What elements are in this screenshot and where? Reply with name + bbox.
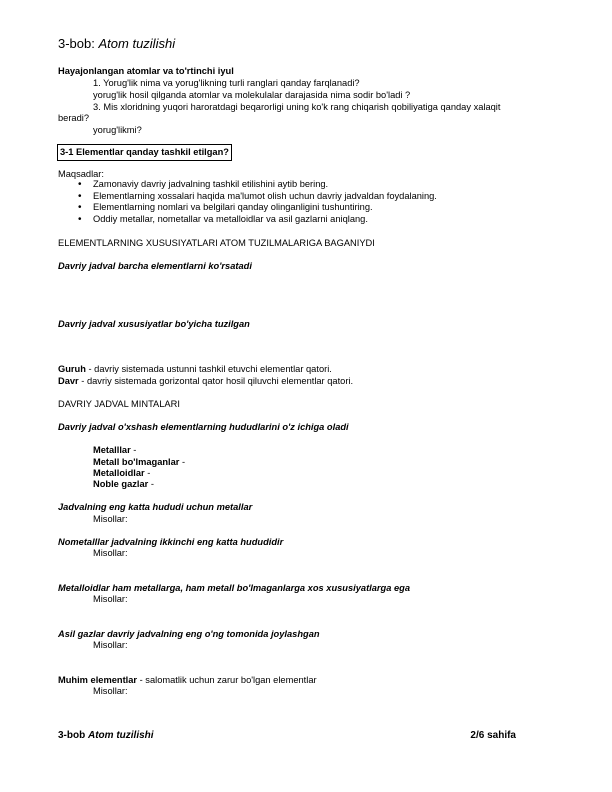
periodic-table-shows: Davriy jadval barcha elementlarni ko'rsatadi — [58, 261, 252, 271]
warmup-question-3: 3. Mis xloridning yuqori haroratdagi beqarorligi uning ko'k rang chiqarish qobiliyatiga qanday xalaqit — [93, 102, 501, 112]
nonmetals-heading: Nometalllar jadvalning ikkinchi eng katta hududidir — [58, 537, 284, 547]
objective-item: • Elementlarning nomlari va belgilari qanday olinganligini tushuntiring. — [58, 202, 437, 214]
header-title: Atom tuzilishi — [98, 36, 176, 51]
regions-heading: Davriy jadval o'xshash elementlarning hududlarini o'z ichiga oladi — [58, 422, 349, 432]
period-term: Davr — [58, 376, 79, 386]
category-dash: - — [148, 479, 154, 489]
properties-heading: ELEMENTLARNING XUSUSIYATLARI ATOM TUZILMALARIGA BAGANIYDI — [58, 238, 375, 248]
objective-item: • Elementlarning xossalari haqida ma'lumot olish uchun davriy jadvaldan foydalaning. — [58, 191, 437, 203]
metals-examples-label: Misollar: — [93, 514, 128, 524]
objectives-list — [58, 179, 437, 225]
page-header — [58, 36, 175, 51]
section-title: 3-1 Elementlar qanday tashkil etilgan? — [57, 144, 232, 161]
category-dash: - — [179, 457, 186, 467]
objective-item: • Oddiy metallar, nometallar va metalloidlar va asil gazlarni aniqlang. — [58, 214, 437, 226]
essential-term: Muhim elementlar — [58, 675, 138, 685]
category-dash: - — [144, 468, 151, 478]
warmup-question-2: yorug'lik hosil qilganda atomlar va molekulalar darajasida nima sodir bo'ladi ? — [93, 90, 411, 100]
category-name: Noble gazlar — [93, 479, 149, 489]
metalloids-examples-label: Misollar: — [93, 594, 128, 604]
nonmetals-examples-label: Misollar: — [93, 548, 128, 558]
essential-examples-label: Misollar: — [93, 686, 128, 696]
essential-def: - salomatlik uchun zarur bo'lgan elementlar — [137, 675, 317, 685]
metalloids-heading: Metalloidlar ham metallarga, ham metall bo'lmaganlarga xos xususiyatlarga ega — [58, 583, 411, 593]
page-number: 2/6 sahifa — [470, 730, 516, 741]
footer-chapter: 3-bob — [58, 730, 86, 741]
warmup-question-4: yorug'likmi? — [93, 125, 142, 135]
group-term: Guruh — [58, 364, 86, 374]
noble-gases-heading: Asil gazlar davriy jadvalning eng o'ng tomonida joylashgan — [58, 629, 320, 639]
category-name: Metalloidlar — [93, 468, 145, 478]
period-definition — [58, 375, 353, 387]
group-def: - davriy sistemada ustunni tashkil etuvchi elementlar qatori. — [85, 364, 332, 374]
period-def: - davriy sistemada gorizontal qator hosil qiluvchi elementlar qatori. — [78, 376, 354, 386]
category-dash: - — [130, 445, 137, 455]
footer-title: Atom tuzilishi — [88, 730, 154, 741]
warmup-heading: Hayajonlangan atomlar va to'rtinchi iyul — [58, 66, 234, 76]
page-footer — [58, 730, 154, 741]
noble-gases-examples-label: Misollar: — [93, 640, 128, 650]
objectives-label: Maqsadlar: — [58, 169, 104, 179]
warmup-question-1: 1. Yorug'lik nima va yorug'likning turli ranglari qanday farqlanadi? — [93, 78, 360, 88]
patterns-heading: DAVRIY JADVAL MINTALARI — [58, 399, 180, 409]
header-chapter: 3-bob: — [58, 36, 95, 51]
warmup-question-3-cont: beradi? — [58, 113, 90, 123]
category-name: Metall bo'lmaganlar — [93, 457, 180, 467]
category-noble-gases — [93, 478, 154, 490]
periodic-table-arranged: Davriy jadval xususiyatlar bo'yicha tuzilgan — [58, 319, 250, 329]
category-name: Metalllar — [93, 445, 131, 455]
category-metals — [93, 444, 136, 456]
group-definition — [58, 363, 332, 375]
metals-heading: Jadvalning eng katta hududi uchun metallar — [58, 502, 253, 512]
objective-item: • Zamonaviy davriy jadvalning tashkil etilishini aytib bering. — [58, 179, 437, 191]
